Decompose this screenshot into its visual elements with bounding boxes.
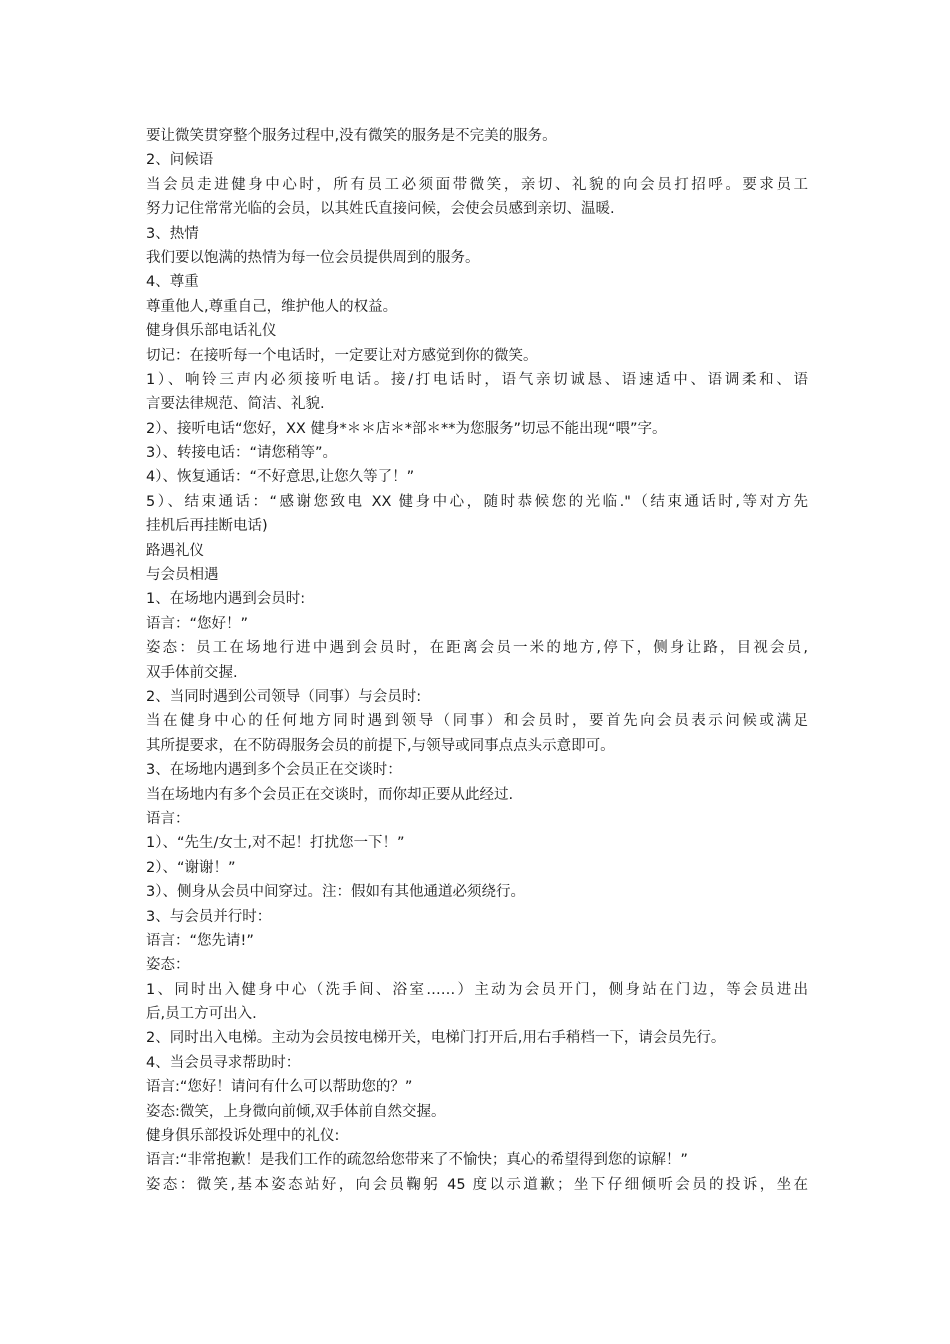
- text-line: 语言：“您好！”: [146, 615, 249, 632]
- text-line: 切记：在接听每一个电话时，一定要让对方感觉到你的微笑。: [146, 347, 538, 364]
- text-line: 2）、接听电话“您好，XX 健身*＊＊店＊*部＊**为您服务”切忌不能出现“喂”字。: [146, 420, 667, 437]
- text-line: 3）、侧身从会员中间穿过。注：假如有其他通道必须绕行。: [146, 884, 525, 901]
- text-line: 当在场地内有多个会员正在交谈时，而你却正要从此经过.: [146, 786, 514, 803]
- text-line: 挂机后再挂断电话): [146, 518, 268, 535]
- text-line: 语言：“您先请!”: [146, 932, 254, 949]
- text-line: 2、同时出入电梯。主动为会员按电梯开关，电梯门打开后,用右手稍档一下，请会员先行。: [146, 1030, 726, 1047]
- text-line: 其所提要求，在不防碍服务会员的前提下,与领导或同事点点头示意即可。: [146, 737, 615, 754]
- text-line: 双手体前交握.: [146, 664, 238, 681]
- text-line: 3、与会员并行时：: [146, 908, 272, 925]
- text-line: 姿态：: [146, 957, 190, 974]
- text-line: 2、问候语: [146, 152, 214, 169]
- text-line: 4）、恢复通话：“不好意思,让您久等了！”: [146, 469, 415, 486]
- text-line: 语言:“您好！请问有什么可以帮助您的？”: [146, 1079, 413, 1096]
- text-line: 路遇礼仪: [146, 542, 204, 559]
- text-line: 2）、“谢谢！”: [146, 859, 236, 876]
- text-line: 3、热情: [146, 225, 199, 242]
- text-line: 当会员走进健身中心时，所有员工必须面带微笑，亲切、礼貌的向会员打招呼。要求员工: [146, 176, 808, 193]
- text-line: 3、在场地内遇到多个会员正在交谈时：: [146, 762, 402, 779]
- text-line: 语言：: [146, 810, 190, 827]
- text-line: 当在健身中心的任何地方同时遇到领导（同事）和会员时，要首先向会员表示问候或满足: [146, 713, 808, 730]
- text-line: 与会员相遇: [146, 567, 219, 584]
- text-line: 言要法律规范、简洁、礼貌.: [146, 396, 325, 413]
- text-line: 健身俱乐部电话礼仪: [146, 323, 277, 340]
- text-line: 4、尊重: [146, 274, 199, 291]
- text-line: 尊重他人,尊重自己，维护他人的权益。: [146, 298, 398, 315]
- text-line: 1）、“先生/女士,对不起！打扰您一下！”: [146, 835, 405, 852]
- text-line: 后,员工方可出入.: [146, 1006, 257, 1023]
- text-line: 2、当同时遇到公司领导（同事）与会员时:: [146, 688, 422, 705]
- text-line: 1、在场地内遇到会员时:: [146, 591, 306, 608]
- text-line: 1）、响铃三声内必须接听电话。接/打电话时，语气亲切诚恳、语速适中、语调柔和、语: [146, 371, 808, 388]
- text-line: 姿态：员工在场地行进中遇到会员时，在距离会员一米的地方,停下，侧身让路，目视会员,: [146, 640, 808, 657]
- text-line: 5）、结束通话：“感谢您致电 XX 健身中心，随时恭候您的光临."（结束通话时,等对方先: [146, 493, 808, 510]
- text-line: 健身俱乐部投诉处理中的礼仪:: [146, 1128, 340, 1145]
- text-line: 要让微笑贯穿整个服务过程中,没有微笑的服务是不完美的服务。: [146, 128, 557, 144]
- text-line: 姿态：微笑,基本姿态站好，向会员鞠躬 45 度以示道歉；坐下仔细倾听会员的投诉，坐在: [146, 1176, 808, 1193]
- text-line: 语言:“非常抱歉！是我们工作的疏忽给您带来了不愉快；真心的希望得到您的谅解！”: [146, 1152, 688, 1169]
- document-body: [146, 124, 808, 1197]
- text-line: 努力记住常常光临的会员，以其姓氏直接问候，会使会员感到亲切、温暖.: [146, 201, 615, 218]
- text-line: 姿态:微笑，上身微向前倾,双手体前自然交握。: [146, 1103, 446, 1120]
- text-line: 3）、转接电话：“请您稍等”。: [146, 445, 337, 462]
- text-line: 1、同时出入健身中心（洗手间、浴室……）主动为会员开门，侧身站在门边，等会员进出: [146, 981, 808, 998]
- text-line: 4、当会员寻求帮助时：: [146, 1054, 301, 1071]
- text-line: 我们要以饱满的热情为每一位会员提供周到的服务。: [146, 249, 480, 266]
